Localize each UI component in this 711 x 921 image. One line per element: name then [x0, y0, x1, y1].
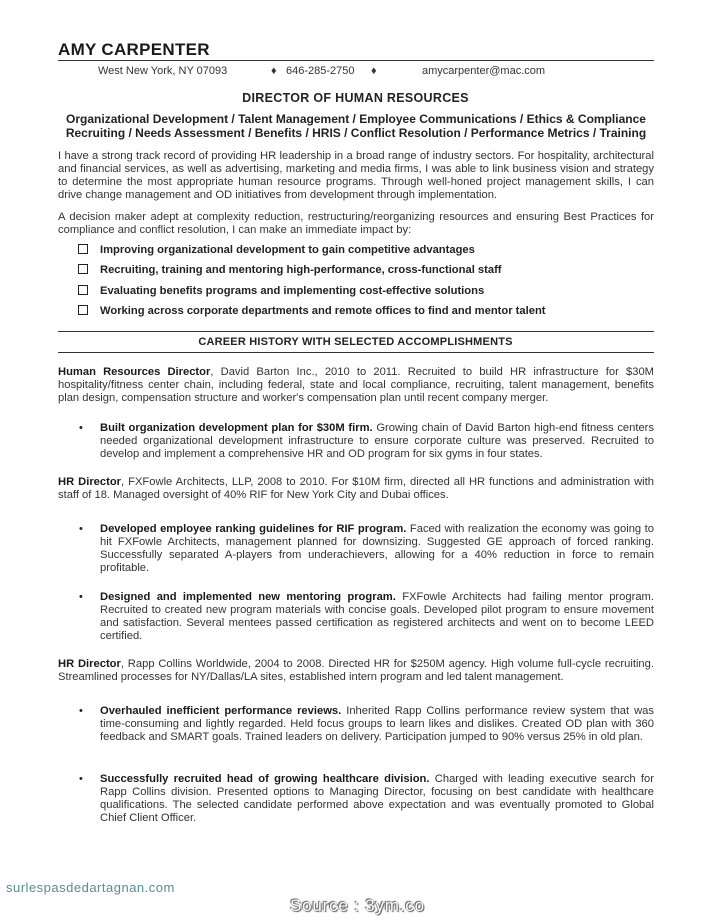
checkbox-icon [78, 244, 88, 254]
accomplishment-item: Successfully recruited head of growing healthcare division. Charged with leading executive search for Rapp Collins division. Presented options to Managing Director, focusing on best candidate with healthcare qualifications. The selected candidate performed above expectation and was eventually promoted to Global Chief Client Officer. [100, 773, 654, 824]
accomplishment-item: Built organization development plan for $30M firm. Growing chain of David Barton high-end fitness centers needed organizational development infrastructure to ensure corporate culture was preserved. Recruited to develop and implement a comprehensive HR and OD program for six gyms in four states. [100, 422, 655, 460]
summary-paragraph: I have a strong track record of providing HR leadership in a broad range of industry sectors. For hospitality, architectural and financial services, as well as advertising, marketing and media firms, I was able to link business vision and strategy to determine the most appropriate human resource programs. Through well-honed project management skills, I can drive change management and OD initiatives from development through implementation. [58, 150, 654, 201]
bullet-icon: • [79, 523, 83, 535]
checkbox-icon [78, 285, 88, 295]
contact-email[interactable]: amycarpenter@mac.com [422, 65, 546, 77]
impact-intro: A decision maker adept at complexity reduction, restructuring/reorganizing resources and ensuring Best Practices for compliance and conflict resolution, I can make an immediate impact by: [58, 211, 654, 236]
focus-areas-line-1: Organizational Development / Talent Management / Employee Communications / Ethics & Compliance [66, 112, 646, 126]
bullet-icon: • [79, 422, 83, 434]
impact-item: Evaluating benefits programs and implementing cost-effective solutions [78, 285, 484, 297]
header-divider [58, 60, 654, 61]
accomplishment-item: Overhauled inefficient performance reviews. Inherited Rapp Collins performance review system that was time-consuming and lightly regarded. Held focus groups to learn likes and dislikes. Created OD plan with 360 feedback and SMART goals. Trained leaders on delivery. Participation jumped to 90% versus 25% in old plan. [100, 705, 654, 743]
impact-item: Working across corporate departments and remote offices to find and mentor talent [78, 305, 546, 317]
bullet-icon: • [79, 705, 83, 717]
accomplishment-item: Designed and implemented new mentoring program. FXFowle Architects had failing mentor program. Recruited to created new program materials with concise goals. Developed pilot program to ensure movement and satisfaction. Several mentees passed certification as registered architects and went on to become LEED certified. [100, 591, 654, 642]
section-divider-top [58, 331, 654, 332]
bullet-icon: • [79, 591, 83, 603]
job-entry: HR Director, FXFowle Architects, LLP, 2008 to 2010. For $10M firm, directed all HR functions and administration with staff of 18. Managed oversight of 40% RIF for New York City and Dubai offices. [58, 476, 655, 501]
accomplishment-item: Developed employee ranking guidelines for RIF program. Faced with realization the economy was going to hit FXFowle Architects, management planned for downsizing. Suggested GE approach of forced ranking. Successfully separated A-players from underachievers, allowing for a 40% reduction in force to remain profitable. [100, 523, 654, 574]
site-watermark: surlespasdedartagnan.com [6, 880, 175, 895]
impact-item: Recruiting, training and mentoring high-performance, cross-functional staff [78, 264, 502, 276]
section-divider-bottom [58, 352, 654, 353]
focus-areas-line-2: Recruiting / Needs Assessment / Benefits / HRIS / Conflict Resolution / Performance Metrics / Training [65, 126, 647, 140]
separator-diamond-icon: ♦ [371, 65, 377, 77]
contact-phone: 646-285-2750 [286, 65, 355, 77]
checkbox-icon [78, 305, 88, 315]
impact-item: Improving organizational development to gain competitive advantages [78, 244, 475, 256]
career-history-heading: CAREER HISTORY WITH SELECTED ACCOMPLISHMENTS [198, 336, 513, 348]
job-entry: Human Resources Director, David Barton Inc., 2010 to 2011. Recruited to build HR infrastructure for $30M hospitality/fitness center chain, including federal, state and local compliance, recruiting, talent management, benefits plan design, compensation structure and worker's compensation plan until recent company merger. [58, 366, 654, 404]
candidate-name: AMY CARPENTER [58, 40, 210, 59]
separator-diamond-icon: ♦ [271, 65, 277, 77]
bullet-icon: • [79, 773, 83, 785]
source-watermark: Source : 3ym.co [290, 896, 425, 915]
checkbox-icon [78, 264, 88, 274]
contact-city: West New York, NY 07093 [98, 65, 228, 77]
resume-title: DIRECTOR OF HUMAN RESOURCES [242, 91, 469, 105]
job-entry: HR Director, Rapp Collins Worldwide, 2004 to 2008. Directed HR for $250M agency. High volume full-cycle recruiting. Streamlined processes for NY/Dallas/LA sites, established intern program and led talent management. [58, 658, 654, 683]
